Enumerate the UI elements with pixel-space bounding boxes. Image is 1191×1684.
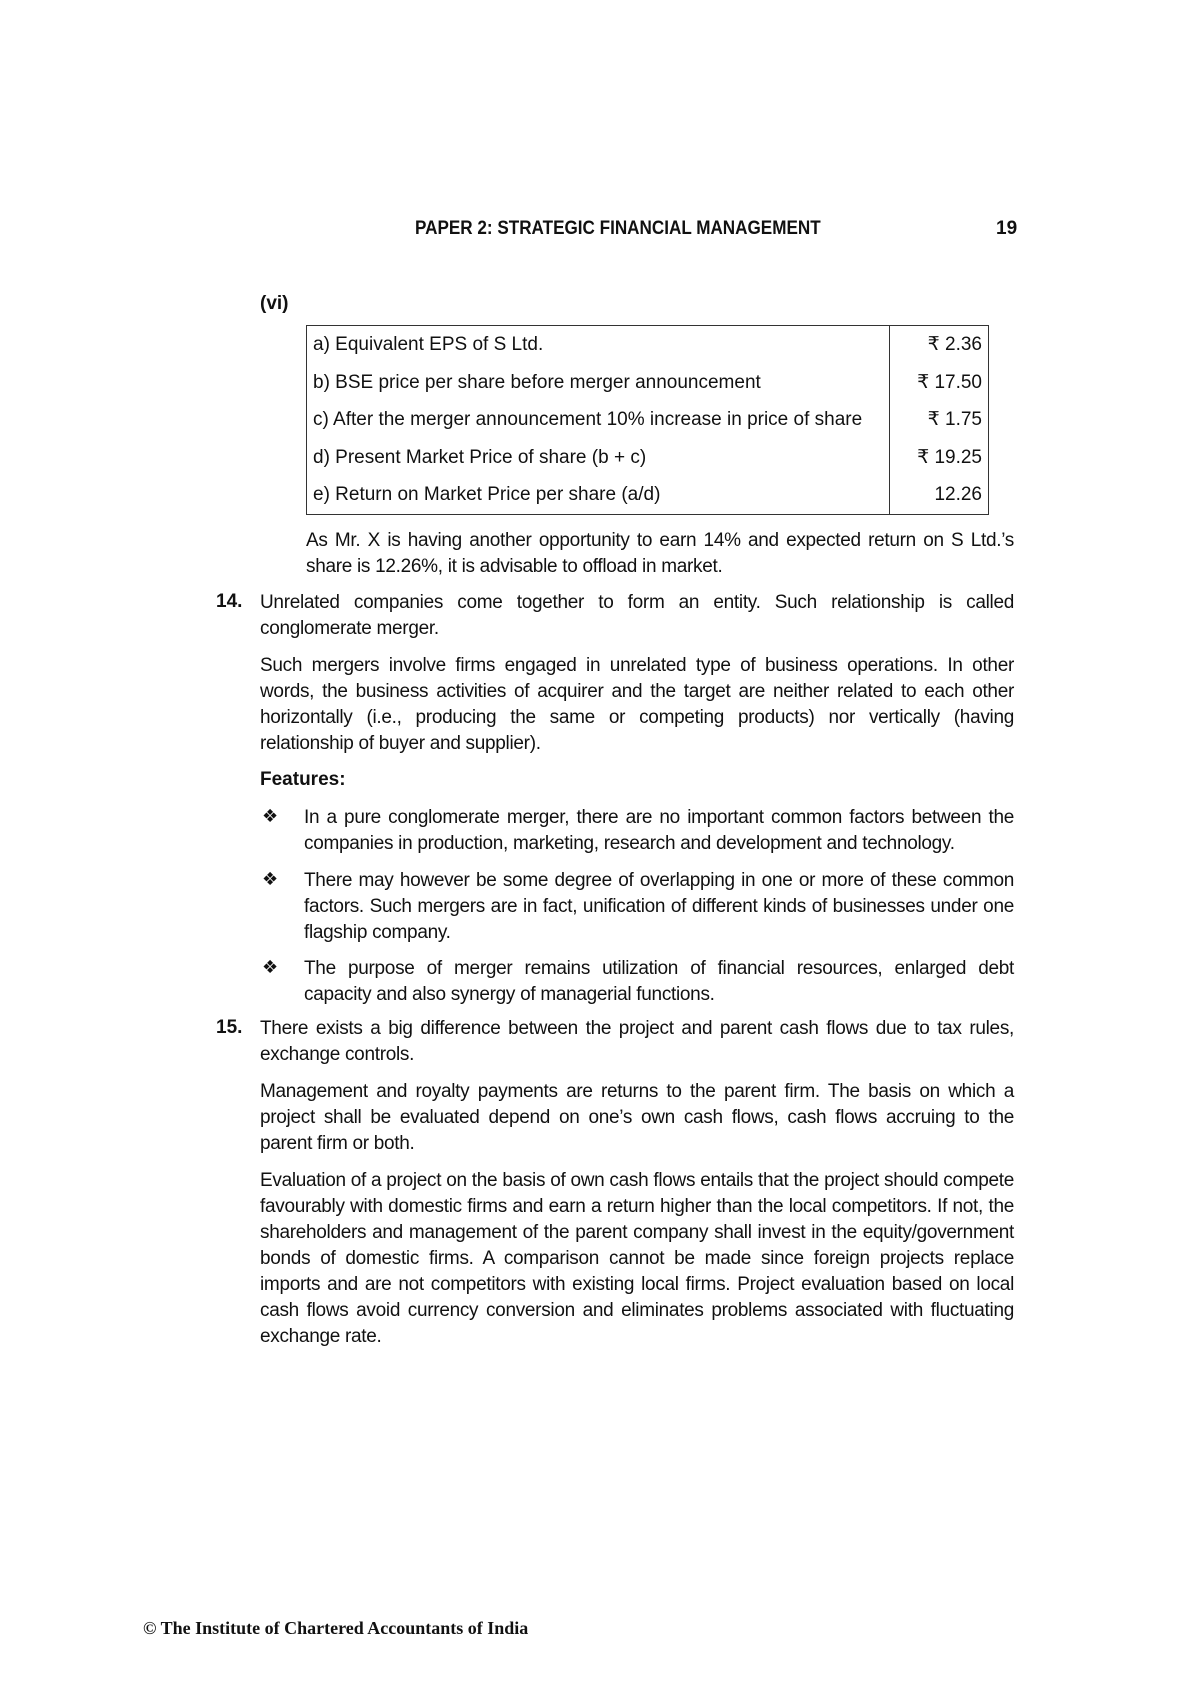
table-row [307,326,989,364]
features-heading: Features: [260,769,346,790]
bullet-icon: ❖ [262,957,279,977]
bullet-icon: ❖ [262,869,279,889]
q15-paragraph-2: Evaluation of a project on the basis of own cash flows entails that the project should compete favourably with domestic firms and earn a return higher than the local competitors. If not, the shareholders and management of the parent company shall invest in the equity/government bonds of domestic firms. A comparison cannot be made since foreign projects replace imports and are not competitors with existing local firms. Project evaluation based on local cash flows avoid currency conversion and eliminates problems associated with fluctuating exchange rate. [260,1170,1014,1347]
page-number: 19 [996,218,1018,239]
q14-paragraph: Such mergers involve firms engaged in unrelated type of business operations. In other words, the business activities of acquirer and the target are neither related to each other horizontally (i.e., producing the same or competing products) nor vertically (having relationship of buyer and supplier). [260,655,1014,754]
conclusion-text: As Mr. X is having another opportunity to earn 14% and expected return on S Ltd.’s share is 12.26%, it is advisable to offload in market. [306,530,1014,577]
table-cell-value: ₹ 1.75 [927,409,982,431]
table-cell-label: c) After the merger announcement 10% increase in price of share [307,401,890,439]
q15-intro: There exists a big difference between the project and parent cash flows due to tax rules, exchange controls. [260,1018,1014,1065]
feature-item: In a pure conglomerate merger, there are no important common factors between the companies in production, marketing, research and development and technology. [304,807,1014,854]
section-label-vi: (vi) [260,293,289,314]
bullet-icon: ❖ [262,806,279,826]
eps-table [306,325,989,515]
feature-item: There may however be some degree of overlapping in one or more of these common factors. Such mergers are in fact, unification of different kinds of businesses under one flagship company. [304,870,1014,943]
footer-copyright: © The Institute of Chartered Accountants of India [143,1618,529,1638]
table-cell-value: ₹ 2.36 [927,334,982,356]
table-cell-label: e) Return on Market Price per share (a/d) [307,476,890,514]
table-cell-value: ₹ 17.50 [917,371,982,393]
q15-paragraph-1: Management and royalty payments are returns to the parent firm. The basis on which a project shall be evaluated depend on one’s own cash flows, cash flows accruing to the parent firm or both. [260,1081,1014,1154]
table-row [307,476,989,514]
table-cell-label: b) BSE price per share before merger announcement [307,364,890,402]
question-number-15: 15. [216,1017,243,1038]
page-header-title: PAPER 2: STRATEGIC FINANCIAL MANAGEMENT [415,218,821,239]
table-cell-value: ₹ 19.25 [917,446,982,468]
table-row [307,439,989,477]
table-row [307,364,989,402]
q14-intro: Unrelated companies come together to form an entity. Such relationship is called conglomerate merger. [260,592,1014,639]
feature-item: The purpose of merger remains utilization of financial resources, enlarged debt capacity and also synergy of managerial functions. [304,958,1014,1005]
table-cell-value: 12.26 [934,484,982,506]
table-cell-label: a) Equivalent EPS of S Ltd. [307,326,890,364]
table-row [307,401,989,439]
table-cell-label: d) Present Market Price of share (b + c) [307,439,890,477]
question-number-14: 14. [216,591,243,612]
